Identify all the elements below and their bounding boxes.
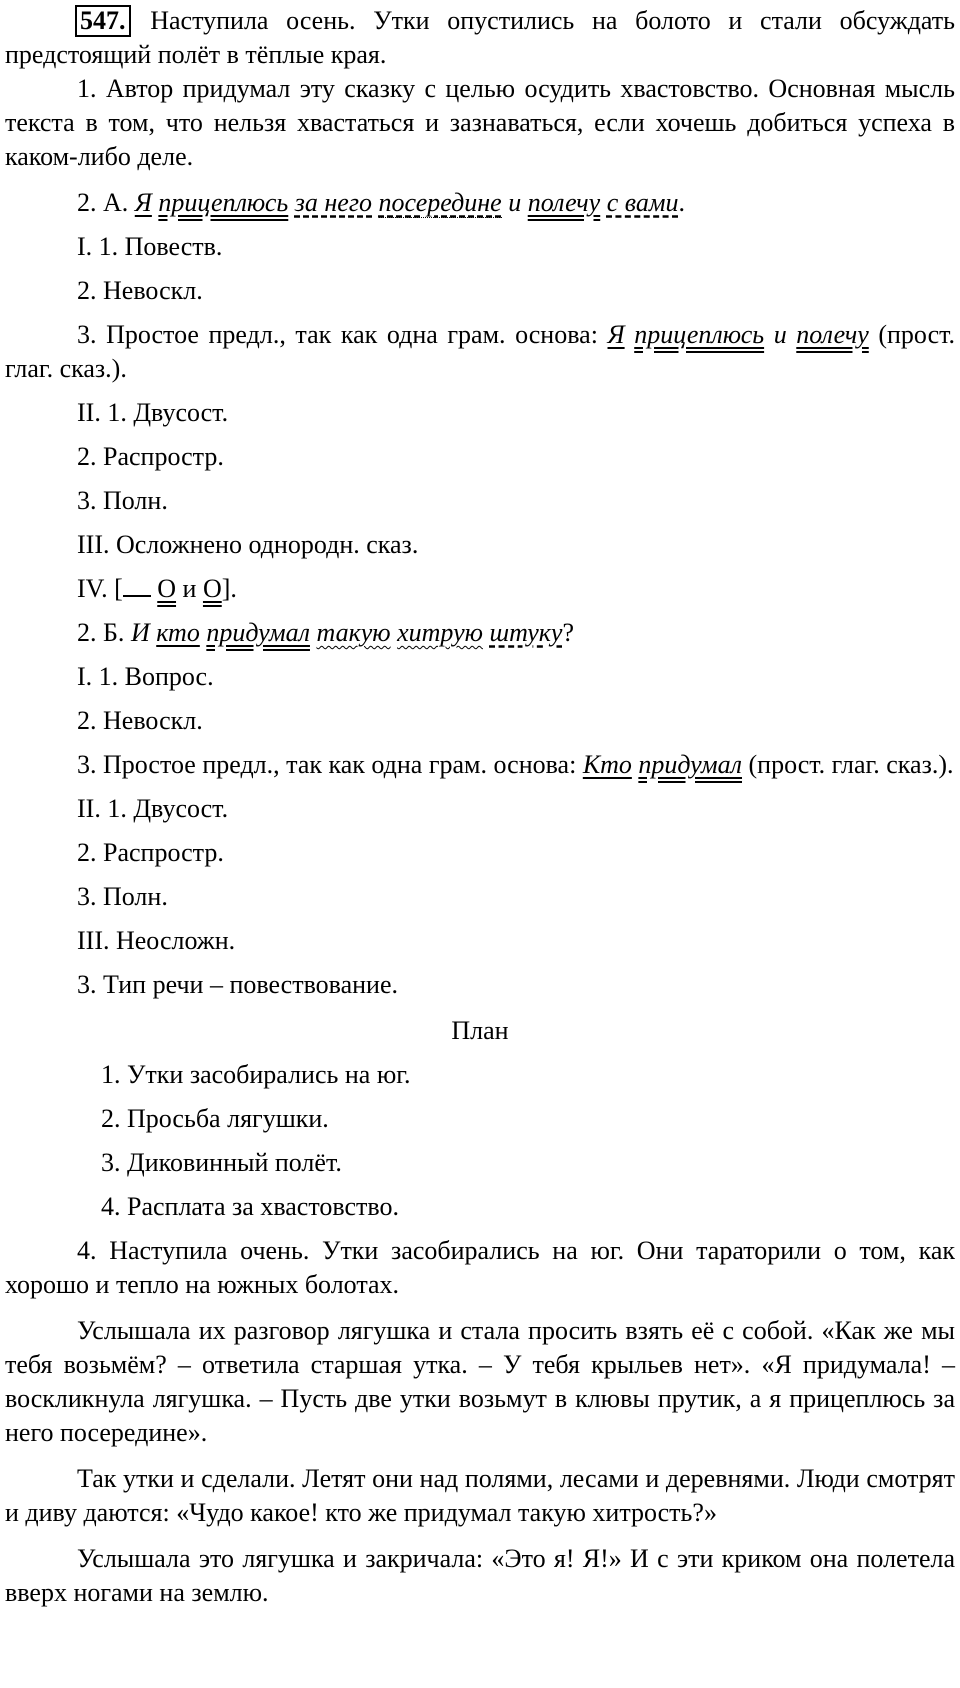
analysis-text: 3. Простое предл., так как одна грам. основа: [77,320,598,349]
scheme-predicate-2: О [202,574,222,603]
sentence-a [5,186,955,220]
scheme-predicate-1: О [157,574,177,603]
analysis-line: 2. Распростр. [77,838,224,867]
sentence-b-end: ? [562,618,575,647]
analysis-line: 3. Полн. [77,882,168,911]
scheme-prefix: IV. [ [77,574,123,603]
story-paragraph: 4. Наступила очень. Утки засобирались на юг. Они тараторили о том, как хорошо и тепло на южных болотах. [5,1236,955,1299]
analysis-tail: (прост. глаг. сказ.). [5,320,956,383]
plan-item: 3. Диковинный полёт. [101,1148,342,1177]
subject-word: кто [156,618,200,647]
attribute-word: такую [316,618,391,647]
subject-word: Кто [582,750,632,779]
analysis-line: I. 1. Вопрос. [77,662,214,691]
object-word: штуку [489,618,563,647]
plan-item: 1. Утки засобирались на юг. [101,1060,411,1089]
plan-item: 2. Просьба лягушки. [101,1104,329,1133]
analysis-line: 3. Тип речи – повествование. [77,970,399,999]
analysis-item-3 [5,318,955,386]
predicate-word: прицеплюсь [158,188,289,217]
predicate-word: прицеплюсь [634,320,765,349]
subject-word: Я [134,188,152,217]
document-page [5,4,955,1610]
analysis-line: III. Неосложн. [77,926,236,955]
subject-word: Я [607,320,625,349]
predicate-word: придумал [206,618,310,647]
intro-text: Наступила осень. Утки опустились на болото и стали обсуждать предстоящий полёт в тёплые края. [5,6,956,69]
analysis-line: II. 1. Двусост. [77,398,229,427]
conjunction-word: и [508,188,522,217]
particle-word: И [130,618,150,647]
sentence-b-prefix: 2. Б. [77,618,125,647]
sentence-a-end: . [678,188,685,217]
analysis-line: 3. Полн. [77,486,168,515]
analysis-tail: (прост. глаг. сказ.). [748,750,954,779]
sentence-a-prefix: 2. А. [77,188,129,217]
analysis-line: III. Осложнено однородн. сказ. [77,530,419,559]
analysis-item-3-b [5,748,955,782]
object-phrase-2: с вами [606,188,679,217]
analysis-line: 2. Невоскл. [77,276,203,305]
plan-title: План [451,1016,509,1045]
attribute-word-2: хитрую [397,618,483,647]
exercise-number: 547. [75,5,131,37]
story-paragraph: Услышала это лягушка и закричала: «Это я! Я!» И с эти криком она полетела вверх ногами на землю. [5,1544,955,1607]
analysis-line: 2. Распростр. [77,442,224,471]
analysis-line: 2. Невоскл. [77,706,203,735]
predicate-word: придумал [638,750,742,779]
sentence-b [5,616,955,650]
story-paragraph: Услышала их разговор лягушка и стала просить взять её с собой. «Как же мы тебя возьмём? – ответила старшая утка. – У тебя крыльев нет». «Я придумала! – воскликнула лягушка. – Пусть две утки возьмут в клювы прутик, а я прицеплюсь за него посередине». [5,1316,955,1447]
plan-item: 4. Расплата за хвастовство. [101,1192,399,1221]
conjunction-word: и [773,320,787,349]
intro-paragraph [5,4,955,72]
adverbial-word: посередине [378,188,502,217]
scheme-subject-blank [123,577,151,597]
item-1-paragraph: 1. Автор придумал эту сказку с целью осудить хвастовство. Основная мысль текста в том, что нельзя хвастаться и зазнаваться, если хочешь добиться успеха в каком-либо деле. [5,74,955,171]
story-paragraph: Так утки и сделали. Летят они над полями, лесами и деревнями. Люди смотрят и диву даются: «Чудо какое! кто же придумал такую хитрость?» [5,1464,955,1527]
predicate-word-2: полечу [527,188,601,217]
scheme-conjunction: и [182,574,197,603]
analysis-line: I. 1. Повеств. [77,232,223,261]
predicate-word-2: полечу [796,320,869,349]
scheme-end: ]. [221,574,237,603]
sentence-scheme [5,572,955,606]
object-phrase: за него [294,188,372,217]
analysis-line: II. 1. Двусост. [77,794,229,823]
analysis-text: 3. Простое предл., так как одна грам. основа: [77,750,577,779]
